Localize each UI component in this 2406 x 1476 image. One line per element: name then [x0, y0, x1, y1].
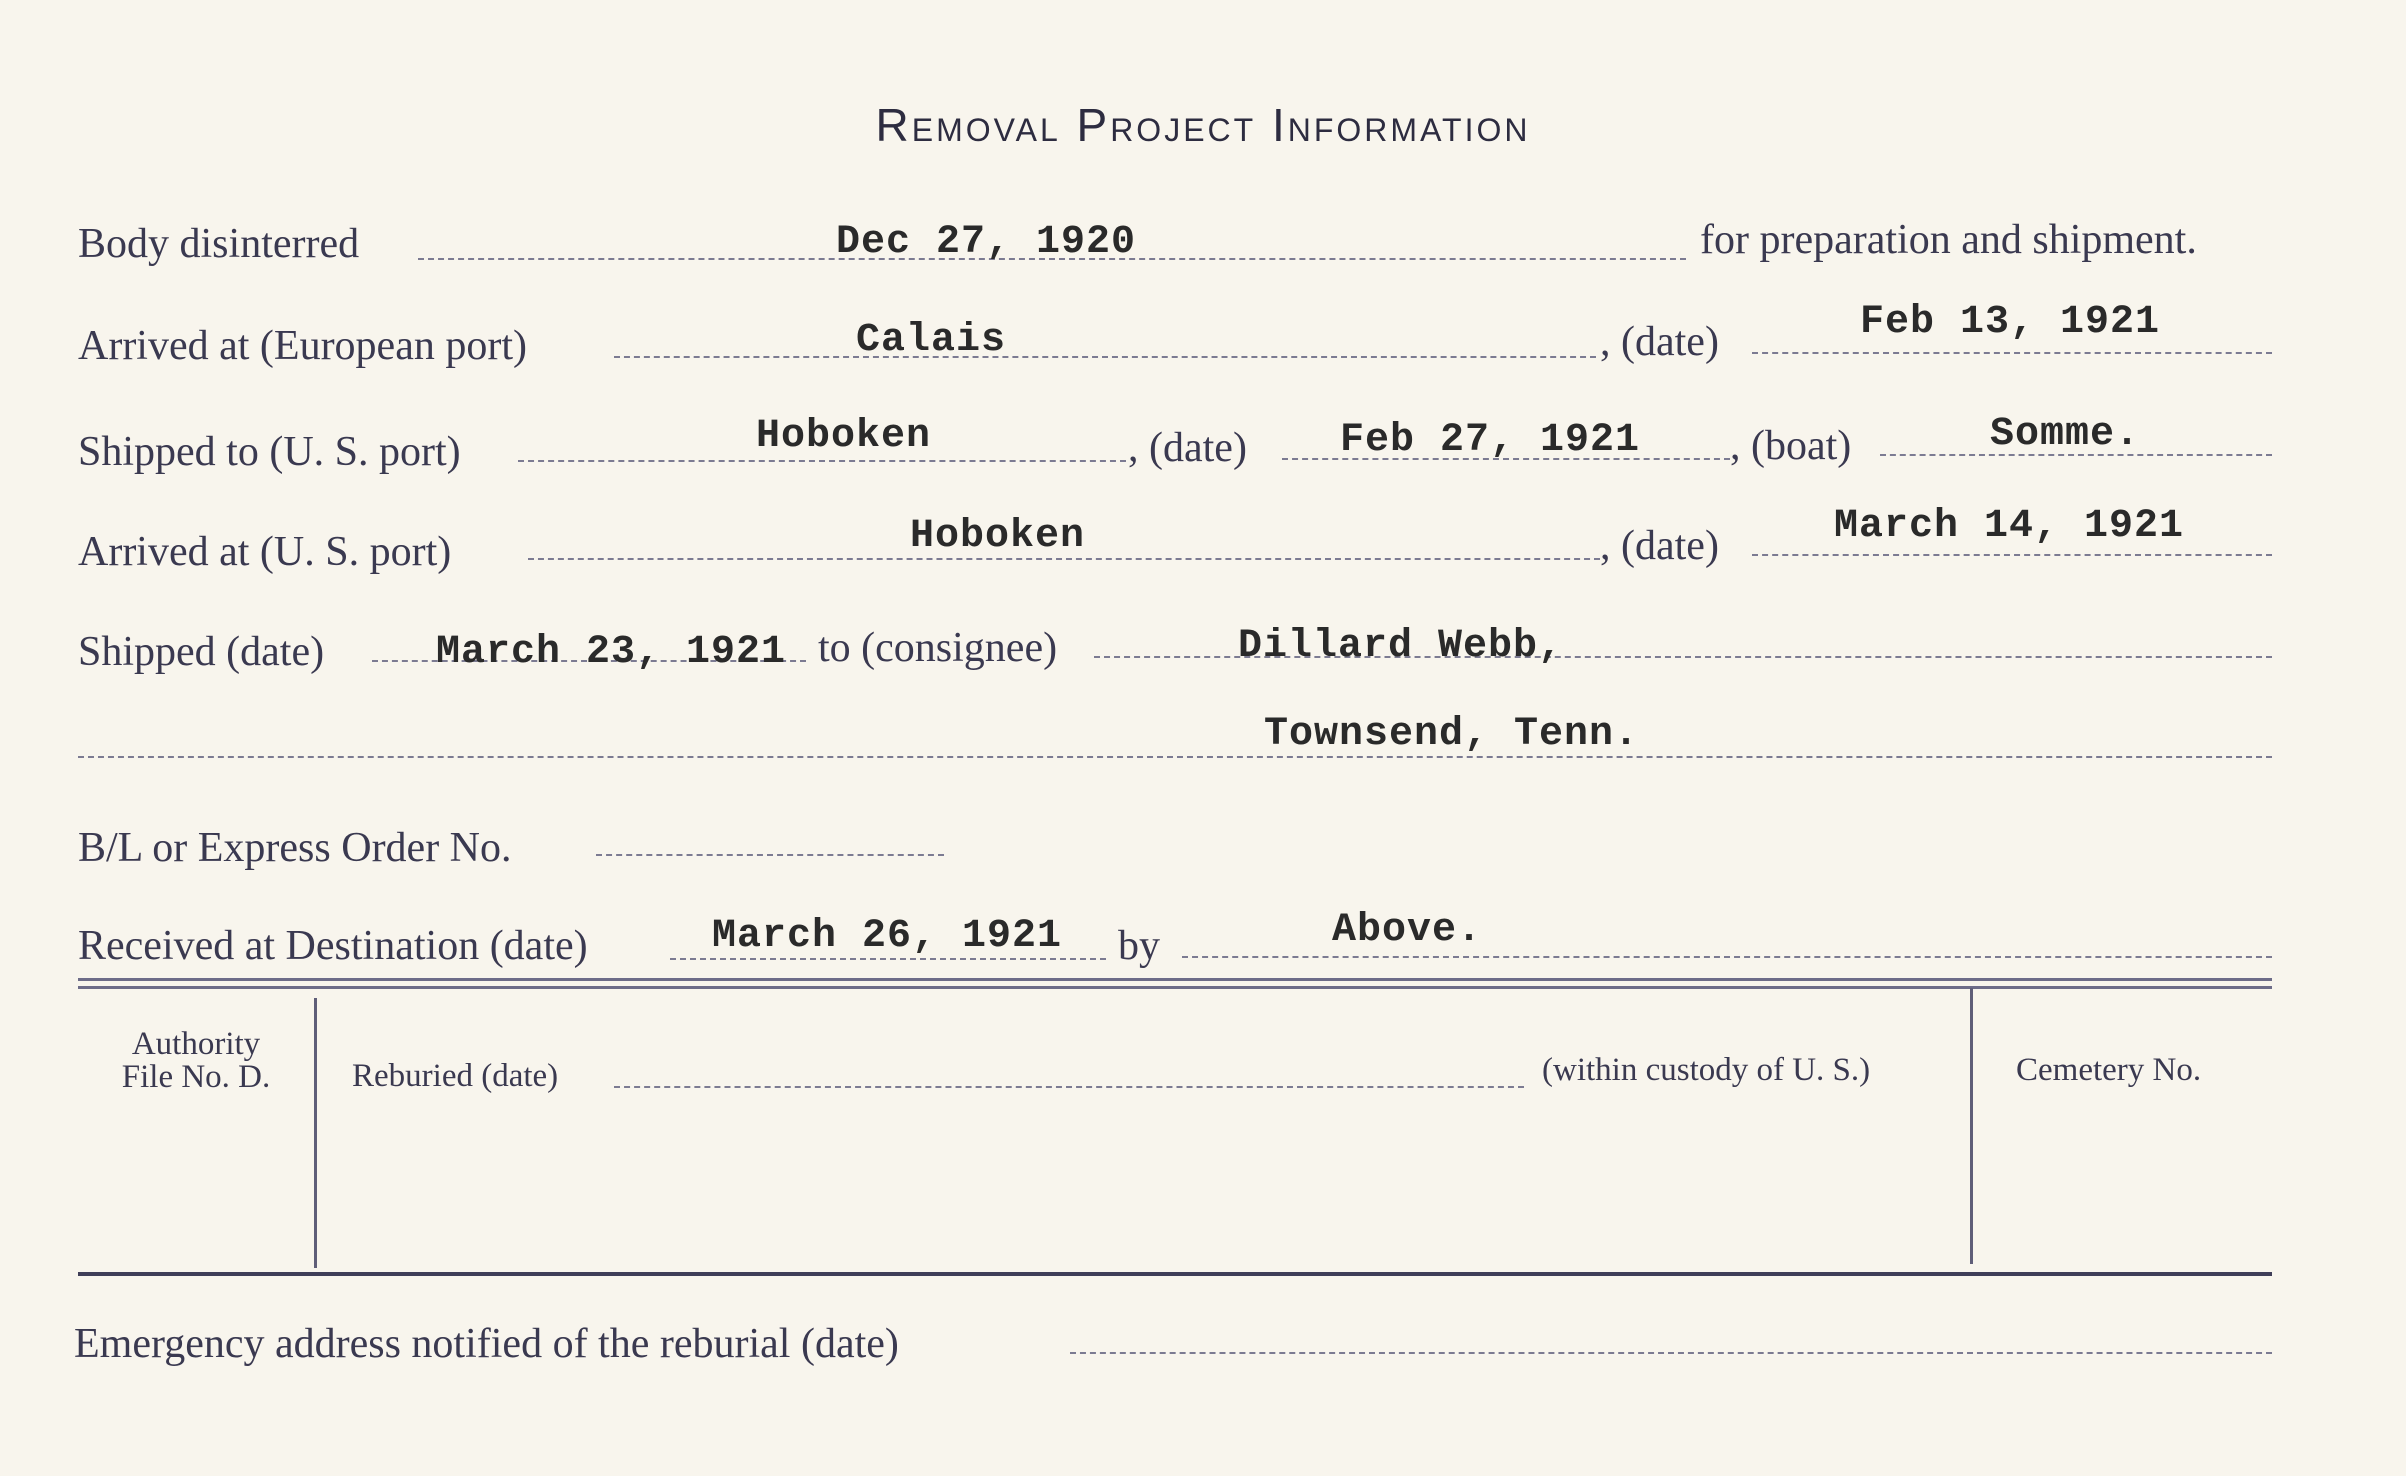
european-port-line	[614, 356, 1596, 358]
received-by-value: Above.	[1332, 908, 1483, 953]
european-date-value: Feb 13, 1921	[1860, 300, 2161, 345]
authority-line-1: Authority	[131, 1026, 261, 1062]
received-date-label: Received at Destination (date)	[78, 923, 588, 969]
us-arrival-date-value: March 14, 1921	[1834, 504, 2185, 549]
authority-line-2: File No. D.	[121, 1059, 271, 1095]
disinterred-suffix: for preparation and shipment.	[1700, 217, 2197, 263]
received-by-label: by	[1118, 923, 1160, 969]
european-date-label: , (date)	[1600, 319, 1719, 365]
shipped-date-label: Shipped (date)	[78, 629, 325, 675]
authority-file-label	[76, 1028, 316, 1094]
reburied-label: Reburied (date)	[352, 1058, 559, 1094]
disinterred-label: Body disinterred	[78, 221, 360, 267]
us-shipped-port-label: Shipped to (U. S. port)	[78, 429, 461, 475]
european-port-label: Arrived at (European port)	[78, 323, 527, 369]
us-shipped-date-label: , (date)	[1128, 425, 1247, 471]
disinterred-date: Dec 27, 1920	[836, 220, 1137, 265]
us-arrival-port-label: Arrived at (U. S. port)	[78, 529, 452, 575]
cemetery-number-label: Cemetery No.	[2016, 1052, 2202, 1088]
reburied-line	[614, 1086, 1524, 1088]
boat-label: , (boat)	[1730, 423, 1852, 469]
received-by-line	[1182, 956, 2272, 958]
table-bottom-rule	[78, 1272, 2272, 1276]
european-date-line	[1752, 352, 2272, 354]
bl-order-label: B/L or Express Order No.	[78, 825, 512, 871]
consignee-name: Dillard Webb,	[1238, 624, 1564, 669]
consignee-address: Townsend, Tenn.	[1264, 712, 1640, 757]
table-top-rule-double	[78, 986, 2272, 989]
us-shipped-port-value: Hoboken	[756, 414, 932, 459]
us-shipped-date-value: Feb 27, 1921	[1340, 418, 1641, 463]
us-shipped-port-line	[518, 460, 1126, 462]
table-top-rule	[78, 978, 2272, 981]
us-arrival-port-value: Hoboken	[910, 514, 1086, 559]
cemetery-divider	[1970, 988, 1973, 1264]
shipped-date-value: March 23, 1921	[436, 630, 787, 675]
received-date-value: March 26, 1921	[712, 914, 1063, 959]
custody-label: (within custody of U. S.)	[1542, 1052, 1871, 1088]
emergency-line	[1070, 1352, 2272, 1354]
emergency-label: Emergency address notified of the reburial (date)	[74, 1321, 899, 1367]
us-arrival-date-label: , (date)	[1600, 523, 1719, 569]
page-title: Removal Project Information	[875, 99, 1531, 151]
bl-order-line	[596, 854, 944, 856]
consignee-label: to (consignee)	[818, 625, 1058, 671]
us-arrival-date-line	[1752, 554, 2272, 556]
european-port-value: Calais	[856, 318, 1007, 363]
boat-value: Somme.	[1990, 412, 2141, 457]
consignee-address-line	[78, 756, 2272, 758]
